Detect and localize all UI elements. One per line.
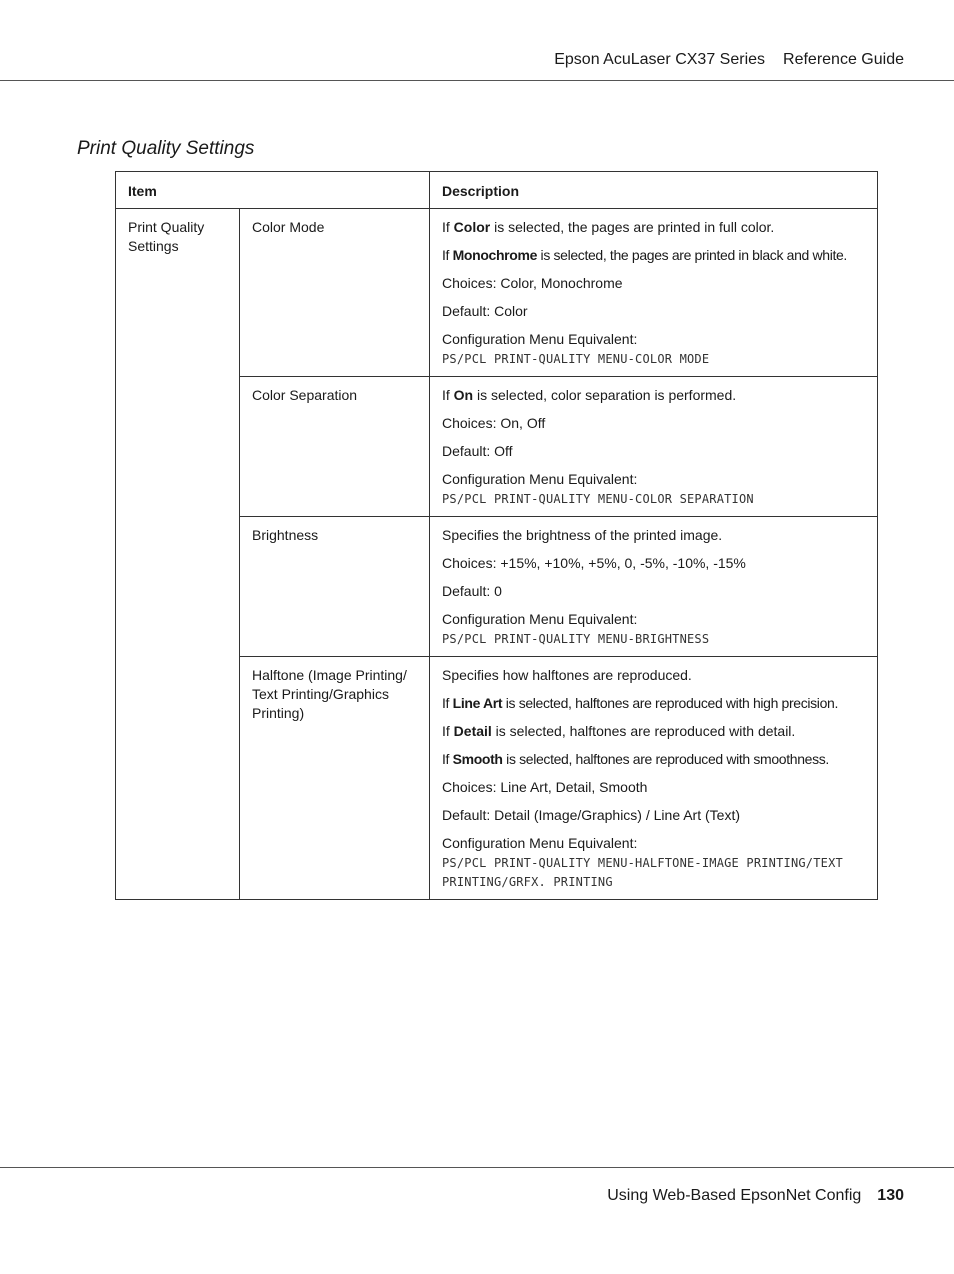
item-description — [430, 377, 878, 517]
item-name: Brightness — [240, 517, 430, 657]
desc-line: If Color is selected, the pages are printed in full color. — [442, 219, 775, 235]
header-product: Epson AcuLaser CX37 Series — [554, 51, 766, 68]
item-description — [430, 209, 878, 377]
config-label: Configuration Menu Equivalent: — [442, 835, 638, 851]
desc-line: If Monochrome is selected, the pages are printed in black and white. — [442, 247, 847, 263]
header-guide: Reference Guide — [783, 51, 904, 68]
table-header-row — [116, 172, 878, 209]
header-item: Item — [116, 172, 430, 209]
config-path: PS/PCL PRINT-QUALITY MENU-HALFTONE-IMAGE PRINTING/TEXT PRINTING/GRFX. PRINTING — [442, 856, 843, 889]
table-row — [116, 209, 878, 377]
config-block — [442, 470, 865, 508]
choices-line: Choices: Color, Monochrome — [442, 275, 623, 291]
section-title: Print Quality Settings — [77, 138, 255, 159]
footer-rule — [0, 1167, 954, 1168]
group-label: Print Quality Settings — [116, 209, 240, 900]
choices-line: Choices: On, Off — [442, 415, 546, 431]
choices-line: Choices: Line Art, Detail, Smooth — [442, 779, 648, 795]
config-block — [442, 834, 865, 891]
desc-line: Specifies how halftones are reproduced. — [442, 667, 692, 683]
item-name: Color Mode — [240, 209, 430, 377]
header-rule — [0, 80, 954, 81]
config-label: Configuration Menu Equivalent: — [442, 471, 638, 487]
config-block — [442, 610, 865, 648]
desc-line: If Line Art is selected, halftones are reproduced with high precision. — [442, 695, 838, 711]
config-label: Configuration Menu Equivalent: — [442, 331, 638, 347]
default-line: Default: Color — [442, 303, 528, 319]
header-description: Description — [430, 172, 878, 209]
page-footer — [607, 1187, 904, 1205]
desc-line: If Detail is selected, halftones are reproduced with detail. — [442, 723, 796, 739]
desc-line: If Smooth is selected, halftones are reproduced with smoothness. — [442, 751, 829, 767]
item-description — [430, 517, 878, 657]
default-line: Default: 0 — [442, 583, 502, 599]
item-description — [430, 657, 878, 900]
config-block — [442, 330, 865, 368]
choices-line: Choices: +15%, +10%, +5%, 0, -5%, -10%, -15% — [442, 555, 746, 571]
config-path: PS/PCL PRINT-QUALITY MENU-BRIGHTNESS — [442, 632, 710, 646]
item-name: Color Separation — [240, 377, 430, 517]
footer-chapter: Using Web-Based EpsonNet Config — [607, 1187, 862, 1204]
config-label: Configuration Menu Equivalent: — [442, 611, 638, 627]
desc-line: If On is selected, color separation is performed. — [442, 387, 737, 403]
default-line: Default: Off — [442, 443, 513, 459]
config-path: PS/PCL PRINT-QUALITY MENU-COLOR MODE — [442, 352, 710, 366]
desc-line: Specifies the brightness of the printed image. — [442, 527, 723, 543]
settings-table — [115, 171, 878, 900]
page-header — [554, 51, 904, 69]
default-line: Default: Detail (Image/Graphics) / Line Art (Text) — [442, 807, 740, 823]
page-number: 130 — [877, 1187, 904, 1204]
item-name: Halftone (Image Printing/ Text Printing/Graphics Printing) — [240, 657, 430, 900]
config-path: PS/PCL PRINT-QUALITY MENU-COLOR SEPARATION — [442, 492, 754, 506]
